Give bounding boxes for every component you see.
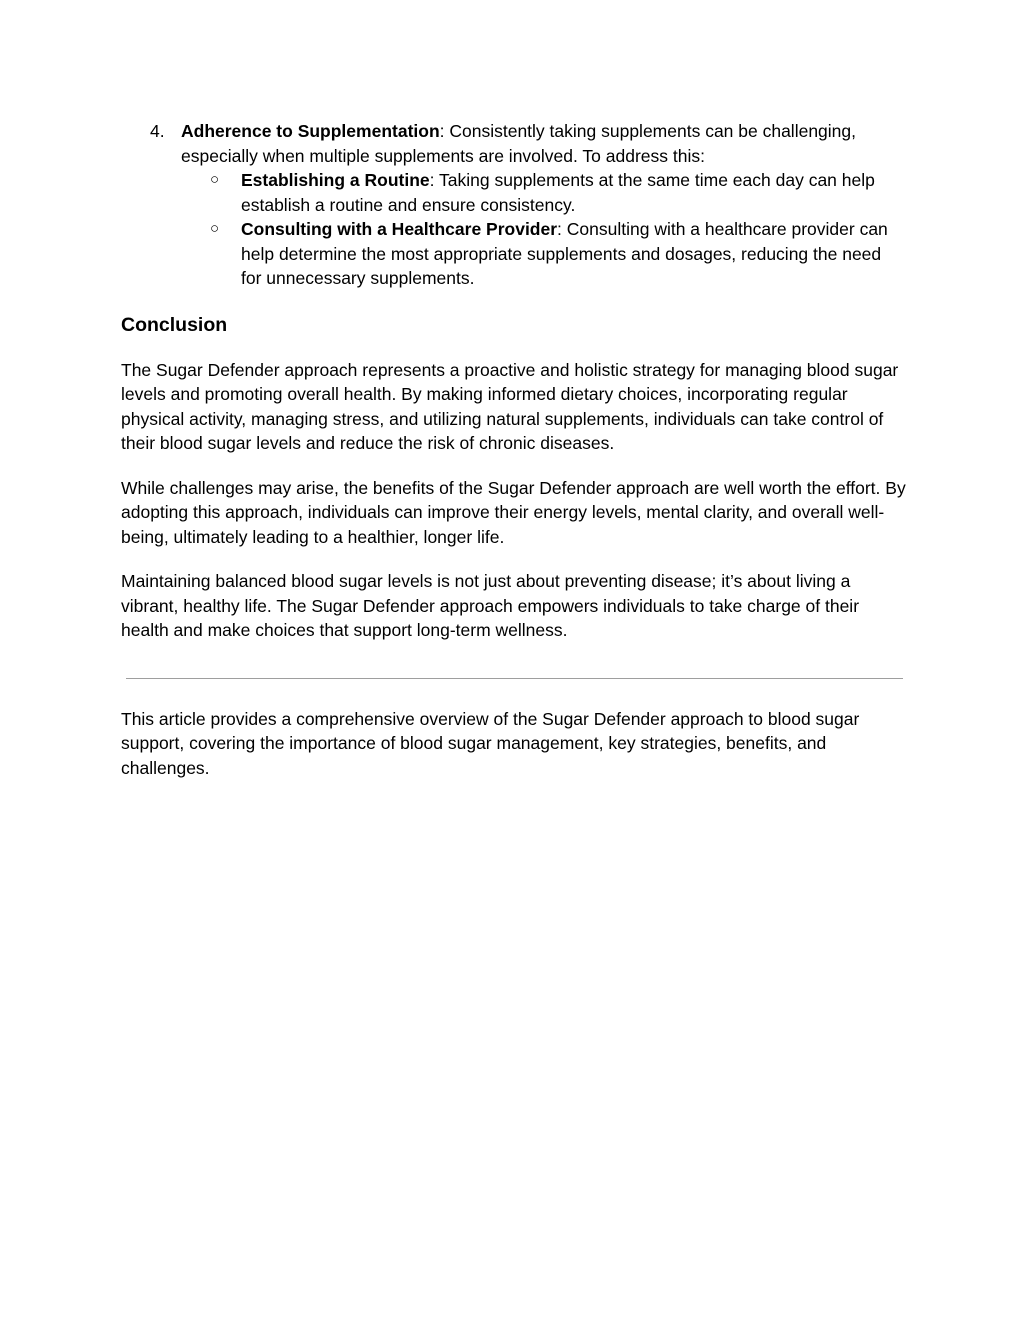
- conclusion-paragraph: The Sugar Defender approach represents a proactive and holistic strategy for managing blood sugar levels and promoting overall health. By making informed dietary choices, incorporating regular physical activity, managing stress, and utilizing natural supplements, individuals can take control of their blood sugar levels and reduce the risk of chronic diseases.: [121, 359, 899, 453]
- hollow-circle-bullet-icon: ○: [210, 171, 220, 188]
- sub-item-title: Establishing a Routine: [241, 170, 430, 190]
- horizontal-divider: [126, 678, 903, 679]
- numbered-list-item: [121, 119, 906, 168]
- conclusion-heading: Conclusion: [121, 313, 228, 336]
- conclusion-paragraph: While challenges may arise, the benefits of the Sugar Defender approach are well worth the effort. By adopting this approach, individuals can improve their energy levels, mental clarity, and overall well-being, ultimately leading to a healthier, longer life.: [121, 477, 906, 547]
- conclusion-paragraph: Maintaining balanced blood sugar levels is not just about preventing disease; it’s about living a vibrant, healthy life. The Sugar Defender approach empowers individuals to take charge of their health and make choices that support long-term wellness.: [121, 571, 860, 640]
- sub-item-text: : Consulting with a healthcare provider can help determine the most appropriate supplements and dosages, reducing the need for unnecessary supplements.: [241, 219, 888, 288]
- list-number: 4.: [150, 121, 165, 141]
- list-item-title: Adherence to Supplementation: [181, 121, 440, 141]
- list-item-text: : Consistently taking supplements can be challenging, especially when multiple supplements are involved. To address this:: [181, 121, 857, 166]
- footer-note: This article provides a comprehensive overview of the Sugar Defender approach to blood sugar support, covering the importance of blood sugar management, key strategies, benefits, and challenges.: [121, 708, 860, 778]
- sub-bullet-item: [121, 168, 906, 217]
- sub-bullet-item: [121, 217, 906, 291]
- sub-bullet-list: [121, 168, 906, 291]
- sub-item-title: Consulting with a Healthcare Provider: [241, 219, 558, 239]
- sub-item-text: : Taking supplements at the same time each day can help establish a routine and ensure consistency.: [241, 170, 875, 215]
- hollow-circle-bullet-icon: ○: [210, 220, 220, 237]
- document-page: [121, 119, 906, 780]
